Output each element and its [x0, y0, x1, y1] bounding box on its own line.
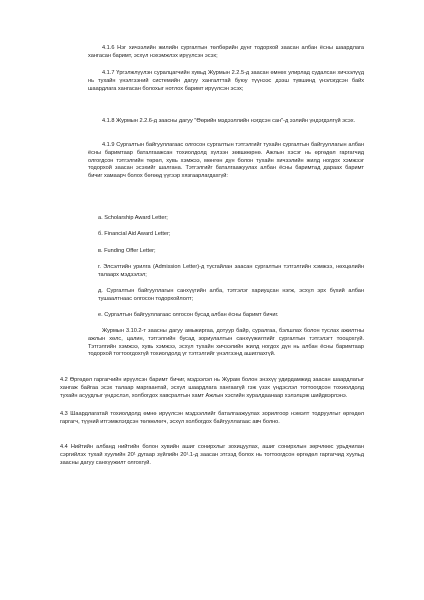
paragraph-4-1-7: 4.1.7 Үргэлжлүүлэн суралцагчийн хувьд Журмын 2.2.5-д заасан өмнөх улирлад судалсан хичээлүүд нь тухайн үнэлгээний системийн дагуу хангалттай буюу түүнээс дээш түвшинд үнэлэгдсэн байх шаардлага хангасан болохыг нотлох баримт ирүүлсэн эсэх; — [88, 70, 364, 92]
paragraph-4-2: 4.2 Өргөдөл гаргагчийн ирүүлсэн баримт бичиг, мэдээлэл нь Журам болон энэхүү удирдамжид заасан шаардлагыг хангаж байгаа эсэх талаар маргаантай, эсхүл шаардлага хангаагүй гэж үзэх үндэслэл тогтоогдсон тохиолдолд тухайн асуудлыг үндэслэл, холбогдох хавсралтын хамт Ажлын хэсгийн хуралдаанаар хэлэлцэж шийдвэрлэнэ. — [60, 377, 364, 399]
paragraph-4-3: 4.3 Шаардлагатай тохиолдолд өмнө ирүүлсэн мэдээллийг баталгаажуулах зорилгоор нэмэлт тодруулгыг өргөдөл гаргагч, түүний итгэмжлэгдсэн төлөөлөгч, эсхүл холбогдох байгууллагаас авч болно. — [60, 411, 364, 425]
paragraph-3-10-2: Журмын 3.10.2-т заасны дагуу амьжиргаа, дотуур байр, суралгаа, бэлшлах болон туслах ажилтны ажлын хөлс, цалин, тэтгэлгийн бусад зориулалтын санхүүжилтийг сургалтын тэтгэлэгт тооцохгүй. Тэтгэлгийн хэмжээ, хувь хэмжээ, эсхүл тухайн хичээлийн жилд ногдох дүн нь албан ёсны баримтаар тодорхой тогтоогдохгүй тохиолдолд үг тэтгэлгийг үнэлгээнд ашиглахгүй. — [88, 328, 364, 358]
paragraph-4-1-6: 4.1.6 Нэг хичээлийн жилийн сургалтын төлбөрийн дүнг тодорхой заасан албан ёсны шаардлага хангасан баримт, эсхүл нэхэмжлэх ирүүлсэн эсэх; — [88, 45, 364, 59]
list-item-other-documents: е. Сургалтын байгууллагаас олгосон бусад албан ёсны баримт бичиг. — [98, 312, 279, 318]
list-item-financial-aid: б. Financial Aid Award Letter; — [98, 231, 171, 237]
list-item-funding-offer: в. Funding Offer Letter; — [98, 248, 156, 254]
paragraph-4-1-9: 4.1.9 Сургалтын байгууллагаас олгосон сургалтын тэтгэлгийг тухайн сургалтын байгууллагын албан ёсны баримтаар баталгаажсан тохиолдолд хүлээн зөвшөөрнө. Ажлын хэсэг нь өргөдөл гаргагчид олгогдсон тэтгэлгийн төрөл, хувь хэмжээ, мөнгөн дүн болон тухайн хичээлийн жилд ногдох хэмжээг тодорхой заасан эсэхийг шалгана. Тэтгэлгийг баталгаажуулах албан ёсны баримтад дараах баримт бичиг хамаарч болох бөгөөд үүгээр хязгаарлагдахгүй: — [88, 142, 364, 180]
list-item-scholarship: а. Scholarship Award Letter; — [98, 215, 168, 221]
list-item-finance-office: д. Сургалтын байгууллагын санхүүгийн алба, тэтгэлэг хариуцсан нэгж, эсхүл эрх бүхий албан тушаалтнаас олгосон тодорхойлолт; — [98, 288, 364, 302]
paragraph-4-1-8: 4.1.8 Журмын 2.2.6-д заасны дагуу "Өөрийн мэдээллийн нэгдсэн сан"-д ээлийн үндэгдэлгүй эсэх. — [102, 118, 356, 124]
list-item-admission-letter: г. Элсэлтийн урилга (Admission Letter)-д тусгайлан заасан сургалтын тэтгэлгийн хэмжээ, нөхцөлийн талаарх мэдээлэл; — [98, 264, 364, 278]
paragraph-4-4: 4.4 Нийтийн албанд нийтийн болон хувийн ашиг сонирхлыг зохицуулах, ашиг сонирхлын зөрчлөөс урьдчилан сэргийлэх тухай хуулийн 20¹ дугаар зүйлийн 20¹.1-д заасан этгээд болох нь тогтоогдсон өргөдөл гаргагчид хуульд заасны дагуу санхүүжилт олгохгүй. — [60, 444, 364, 466]
